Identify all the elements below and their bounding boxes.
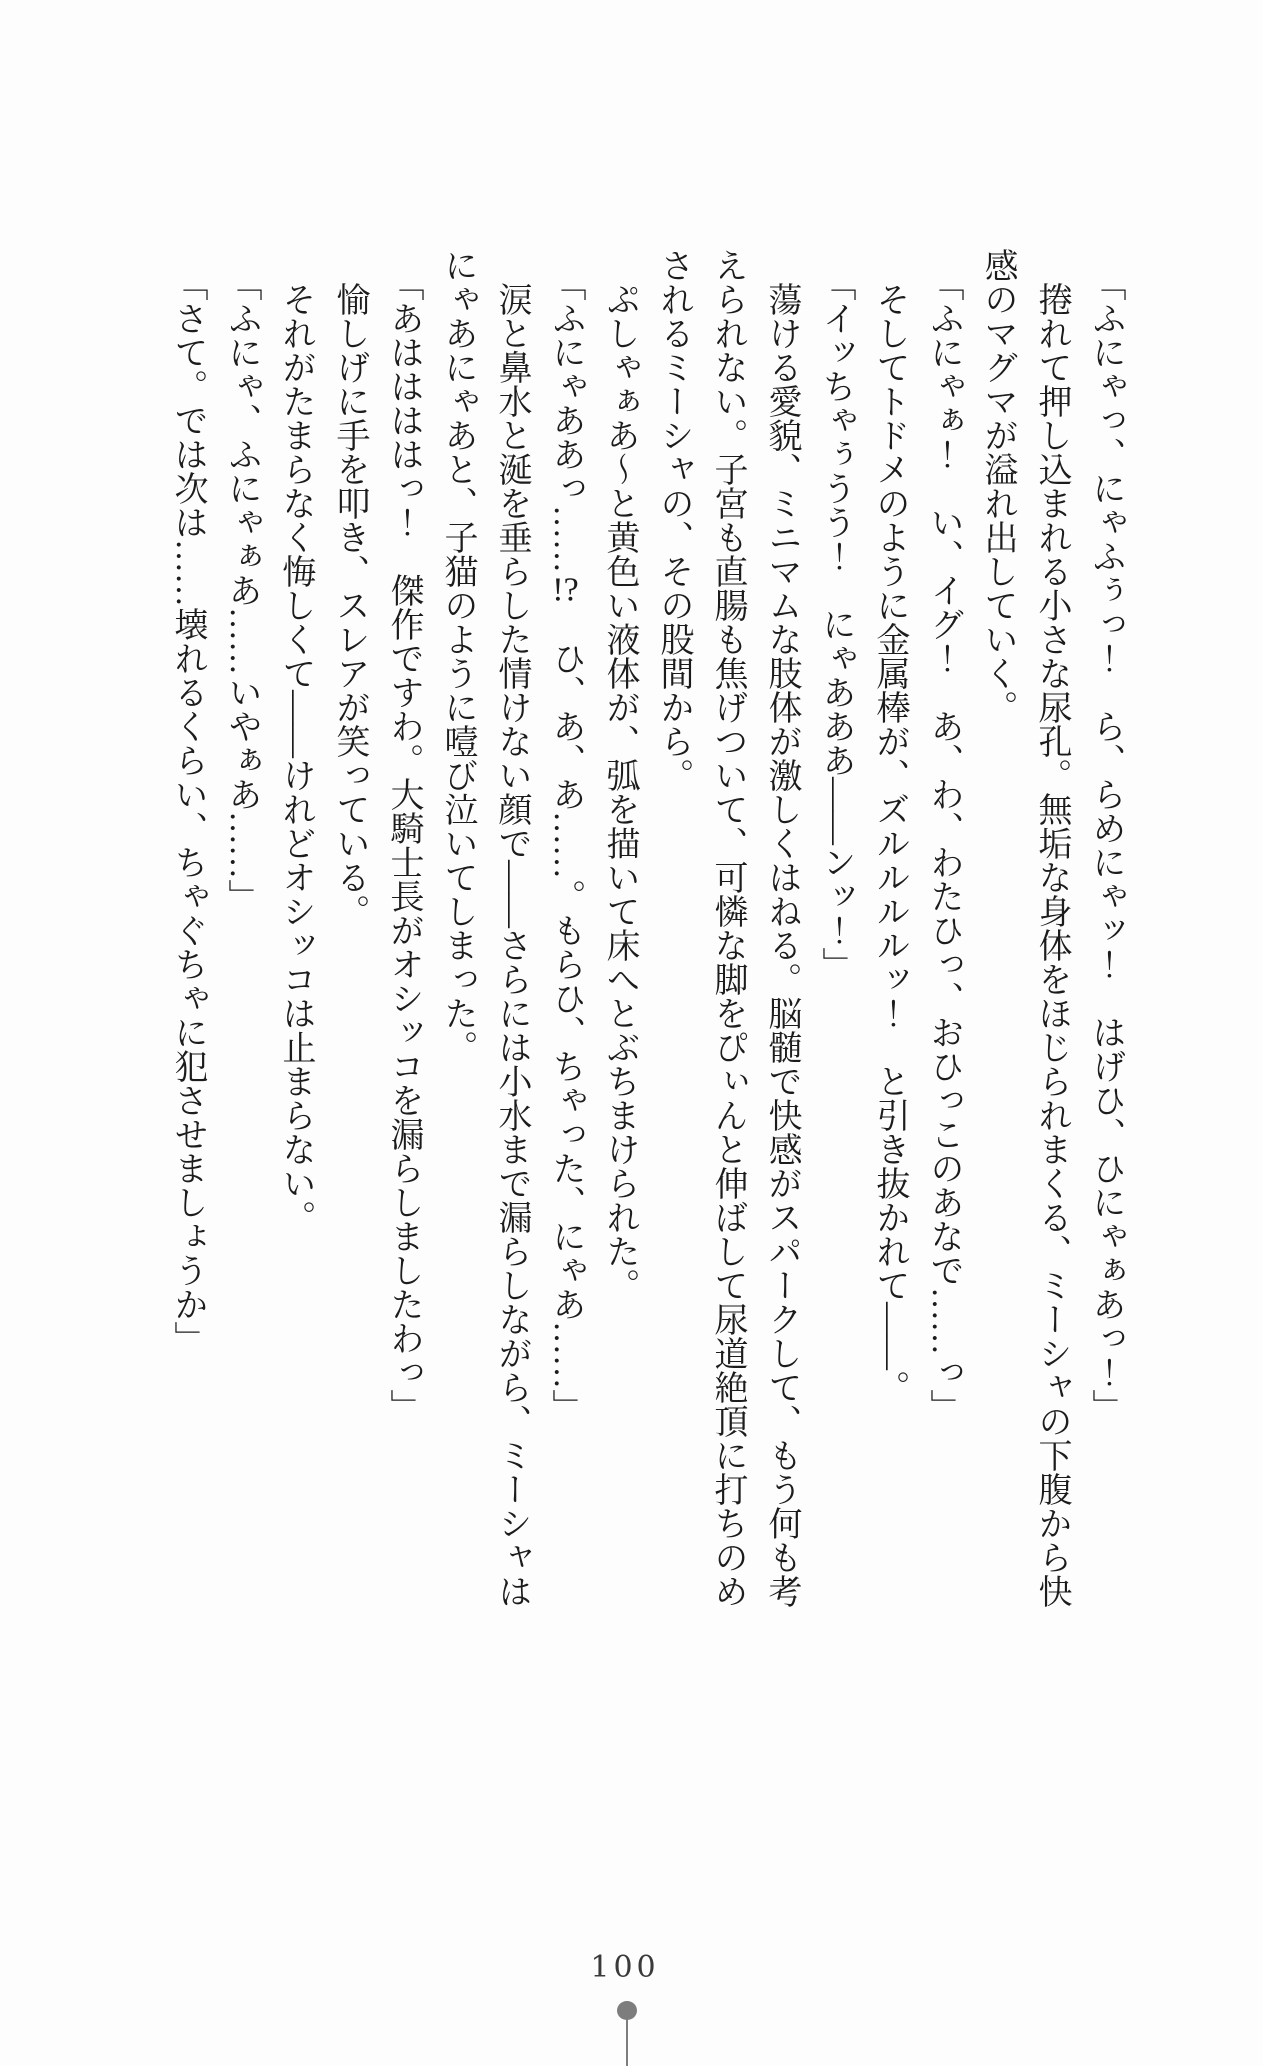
paragraph-dialogue: 「ふにゃっ、にゃふぅっ！ ら、らめにゃッ！ はげひ、ひにゃぁあっ！」 bbox=[1087, 266, 1124, 1423]
paragraph-narrative: 蕩ける愛貌、ミニマムな肢体が激しくはねる。脳髄で快感がスパークして、もう何も考えられない。子宮も直腸も焦げついて、可憐な脚をぴぃんと伸ばして尿道絶頂に打ちのめされるミーシャの、その股間から。 bbox=[655, 248, 800, 1608]
paragraph-narrative: ぷしゃぁあ～と黄色い液体が、弧を描いて床へとぶちまけられた。 bbox=[601, 282, 638, 1302]
paragraph-narrative: 涙と鼻水と涎を垂らした情けない顔で――さらには小水まで漏らしながら、ミーシャはにゃあにゃあと、子猫のように噎び泣いてしまった。 bbox=[439, 248, 530, 1608]
paragraph-narrative: そしてトドメのように金属棒が、ズルルルルッ！ と引き抜かれて――。 bbox=[871, 282, 908, 1404]
paragraph-narrative: それがたまらなく悔しくて――けれどオシッコは止まらない。 bbox=[277, 282, 314, 1234]
paragraph-narrative: 捲れて押し込まれる小さな尿孔。無垢な身体をほじられまくる、ミーシャの下腹から快感のマグマが溢れ出していく。 bbox=[979, 248, 1070, 1608]
paragraph-dialogue: 「さて。では次は……壊れるくらい、ちゃぐちゃに犯させましょうか」 bbox=[169, 266, 206, 1355]
vertical-text-block bbox=[160, 248, 1132, 1620]
paragraph-dialogue: 「ふにゃ、ふにゃぁあ……いやぁあ……」 bbox=[223, 266, 260, 913]
paragraph-dialogue: 「ふにゃああっ……!? ひ、あ、あ……。もらひ、ちゃった、にゃあ……」 bbox=[547, 266, 584, 1423]
paragraph-dialogue: 「あははははっ！ 傑作ですわ。大騎士長がオシッコを漏らしましたわっ」 bbox=[385, 266, 422, 1423]
folio-ornament-stem bbox=[626, 2014, 628, 2066]
paragraph-dialogue: 「イッちゃぅうう！ にゃあああ――ンッ！」 bbox=[817, 266, 854, 981]
tatechuyoko-exclamation-question: !? bbox=[552, 572, 579, 607]
page-number: 100 bbox=[590, 1950, 660, 1985]
paragraph-dialogue: 「ふにゃぁ！ い、イグ！ あ、わ、わたひっ、おひっこのあなで……っ」 bbox=[925, 266, 962, 1423]
paragraph-narrative: 愉しげに手を叩き、スレアが笑っている。 bbox=[331, 282, 368, 928]
